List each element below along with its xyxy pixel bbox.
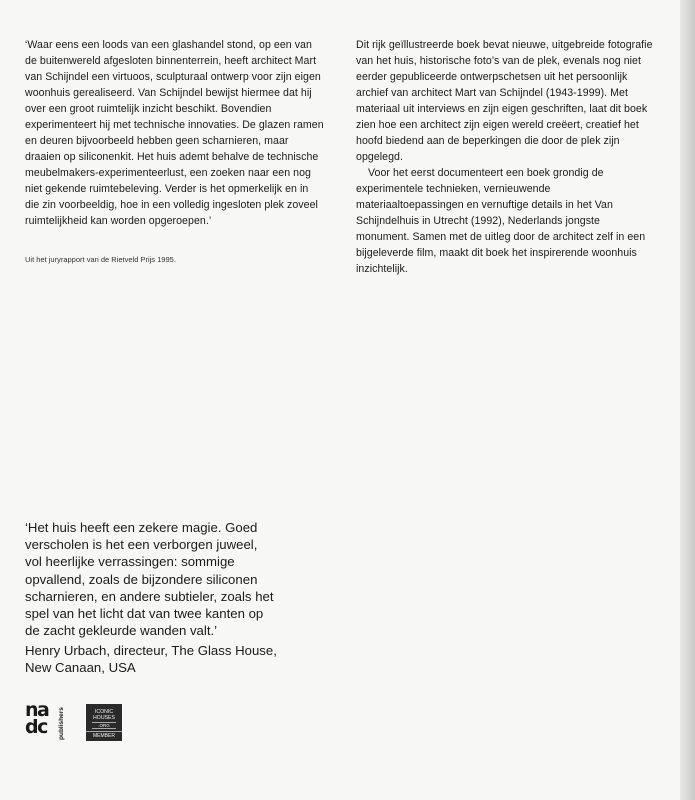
glass-house-quote: ‘Het huis heeft een zekere magie. Goed verscholen is het een verborgen juweel, vol heerlijke verrassingen: sommige opvallend, zoals de bijzondere siliconen scharnieren, en andere subtieler, zoals het spel van het licht dat van twee kanten op de zacht gekleurde wanden valt.’ (25, 520, 274, 639)
publisher-word: publishers (58, 707, 65, 740)
description-paragraph-1: Dit rijk geïllustreerde boek bevat nieuwe, uitgebreide fotografie van het huis, historische foto’s van de plek, evenals nog niet eerder gepubliceerde ontwerpschetsen uit het persoonlijk archief van architect Mart van Schijndel (1943-1999). Met materiaal uit interviews en zijn eigen geschriften, laat dit boek zien hoe een architect zijn eigen wereld creëert, creatief het hoofd biedend aan de beperkingen die door de plek zijn opgelegd. (356, 39, 653, 163)
jury-quote-source: Uit het juryrapport van de Rietveld Prijs 1995. (25, 255, 176, 264)
jury-quote-text: ‘Waar eens een loods van een glashandel stond, op een van de buitenwereld afgesloten binnenterrein, heeft architect Mart van Schijndel een virtuoos, sculpturaal ontwerp voor zijn eigen woonhuis gerealiseerd. Van Schijndel bewijst hiermee dat hij over een groot ruimtelijk inzicht beschikt. Bovendien experimenteert hij met technische innovaties. De glazen ramen en deuren bijvoorbeeld hebben geen scharnieren, maar draaien op siliconenkit. Het huis ademt behalve de technische meubelmakers-experimenteerlust, een zoeken naar een nog niet gekende ruimtebeleving. Verder is het opmerkelijk en in die zin voorbeeldig, hoe in een volledig ingesloten plek zoveel ruimtelijkheid kan worden opgeroepen.’ (25, 39, 324, 227)
iconic-member-label: MEMBER (86, 731, 122, 739)
publisher-letters-top: na (25, 699, 49, 721)
book-description-column (356, 37, 656, 277)
iconic-line-1: ICONIC (94, 709, 114, 715)
nai010-publishers-logo (25, 699, 75, 742)
quote-attribution: Henry Urbach, directeur, The Glass House, New Canaan, USA (25, 643, 277, 676)
book-spine-edge (680, 0, 695, 800)
jury-quote-column (25, 37, 325, 229)
iconic-line-3: .ORG (92, 722, 116, 729)
description-paragraph-2: Voor het eerst documenteert een boek grondig de experimentele technieken, vernieuwende materiaaltoepassingen en vernuftige details in het Van Schijndelhuis in Utrecht (1992), Nederlands jongste monument. Samen met de uitleg door de architect zelf in een bijgeleverde film, maakt dit boek het inspirerende woonhuis inzichtelijk. (356, 167, 646, 275)
publisher-logo-letters (25, 699, 61, 742)
iconic-line-2: HOUSES (93, 715, 115, 721)
iconic-houses-member-badge (86, 704, 122, 741)
publisher-letters-bottom: dc (25, 716, 47, 738)
